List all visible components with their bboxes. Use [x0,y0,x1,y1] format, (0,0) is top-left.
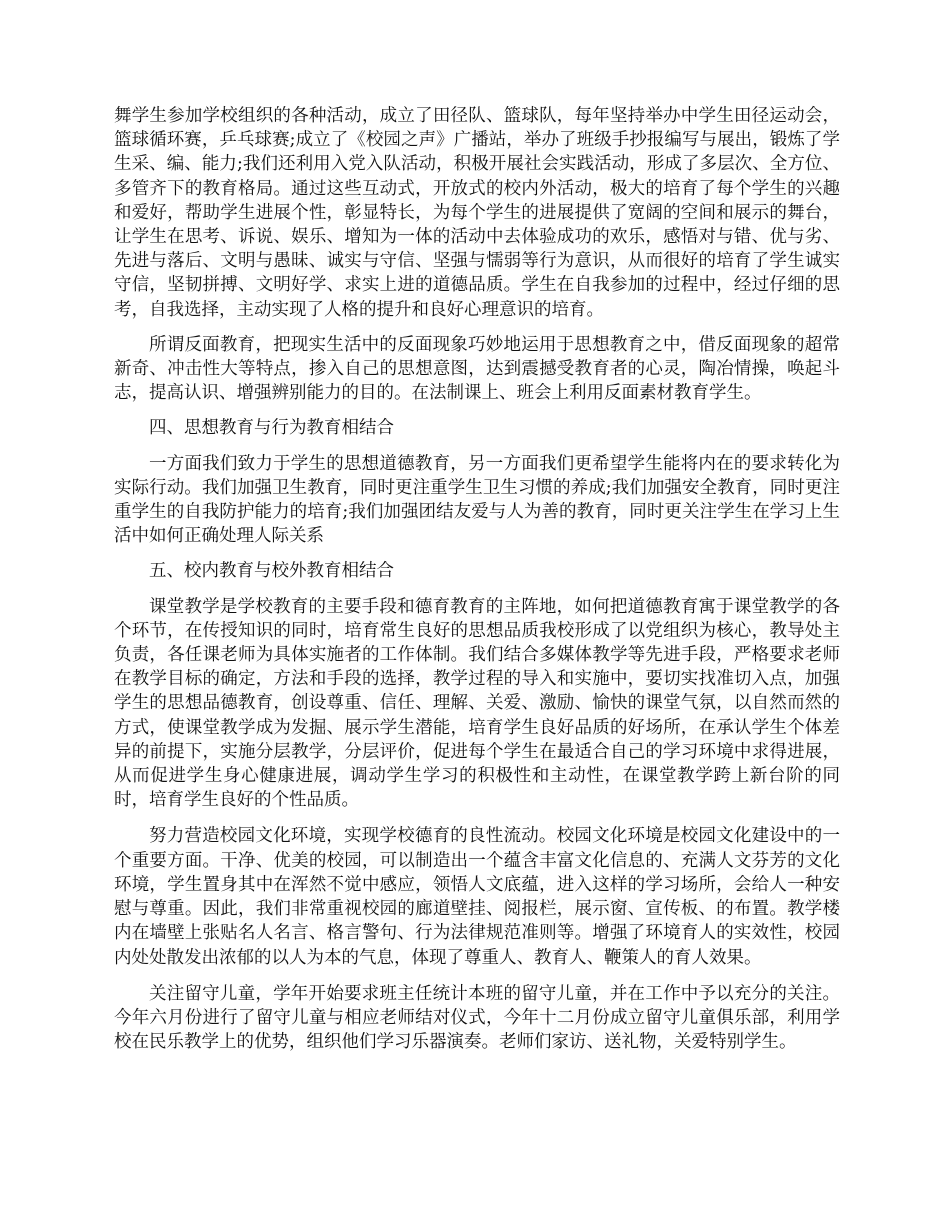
paragraph-spacer [114,812,840,824]
paragraph-left-behind-children: 关注留守儿童，学年开始要求班主任统计本班的留守儿童，并在工作中予以充分的关注。今年六月份进行了留守儿童与相应老师结对仪式，今年十二月份成立留守儿童俱乐部，利用学校在民乐教学上的优势，组织他们学习乐器演奏。老师们家访、送礼物，关爱特别学生。 [114,983,840,1053]
paragraph-spacer [114,441,840,452]
paragraph-classroom-teaching: 课堂教学是学校教育的主要手段和德育教育的主阵地，如何把道德教育寓于课堂教学的各个环节，在传授知识的同时，培育常生良好的思想品质我校形成了以党组织为核心，教导处主负责，各任课老师为具体实施者的工作体制。我们结合多媒体教学等先进手段，严格要求老师在教学目标的确定，方法和手段的选择，教学过程的导入和实施中，要切实找准切入点，加强学生的思想品德教育，创设尊重、信任、理解、关爱、激励、愉快的课堂气氛，以自然而然的方式，使课堂教学成为发掘、展示学生潜能，培育学生良好品质的好场所，在承认学生个体差异的前提下，实施分层教学，分层评价，促进每个学生在最适合自己的学习环境中求得进展，从而促进学生身心健康进展，调动学生学习的积极性和主动性，在课堂教学跨上新台阶的同时，培育学生良好的个性品质。 [114,596,840,811]
paragraph-spacer [114,322,840,333]
paragraph-behavior-education: 一方面我们致力于学生的思想道德教育，另一方面我们更希望学生能将内在的要求转化为实际行动。我们加强卫生教育，同时更注重学生卫生习惯的养成;我们加强安全教育，同时更注重学生的自我防护能力的培育;我们加强团结友爱与人为善的教育，同时更关注学生在学习上生活中如何正确处理人际关系 [114,453,840,547]
document-page [114,104,840,1054]
paragraph-negative-education: 所谓反面教育，把现实生活中的反面现象巧妙地运用于思想教育之中，借反面现象的超常新奇、冲击性大等特点，掺入自己的思想意图，达到震撼受教育者的心灵，陶冶情操，唤起斗志，提高认识、增强辨别能力的目的。在法制课上、班会上利用反面素材教育学生。 [114,334,840,404]
paragraph-spacer [114,405,840,416]
paragraph-activities: 舞学生参加学校组织的各种活动，成立了田径队、篮球队，每年坚持举办中学生田径运动会，篮球循环赛，乒乓球赛;成立了《校园之声》广播站，举办了班级手抄报编写与展出，锻炼了学生采、编、能力;我们还利用入党入队活动，积极开展社会实践活动，形成了多层次、全方位、多管齐下的教育格局。通过这些互动式，开放式的校内外活动，极大的培育了每个学生的兴趣和爱好，帮助学生进展个性，彰显特长，为每个学生的进展提供了宽阔的空间和展示的舞台，让学生在思考、诉说、娱乐、增知为一体的活动中去体验成功的欢乐，感悟对与错、优与劣、先进与落后、文明与愚昧、诚实与守信、坚强与懦弱等行为意识，从而很好的培育了学生诚实守信，坚韧拼搏、文明好学、求实上进的道德品质。学生在自我参加的过程中，经过仔细的思考，自我选择，主动实现了人格的提升和良好心理意识的培育。 [114,106,840,320]
section-heading-five: 五、校内教育与校外教育相结合 [149,561,394,582]
paragraph-spacer [114,970,840,982]
section-heading-four: 四、思想教育与行为教育相结合 [149,418,394,439]
paragraph-spacer [114,548,840,559]
paragraph-campus-culture: 努力营造校园文化环境，实现学校德育的良性流动。校园文化环境是校园文化建设中的一个重要方面。干净、优美的校园，可以制造出一个蕴含丰富文化信息的、充满人文芬芳的文化环境，学生置身其中在浑然不觉中感应，领悟人文底蕴，进入这样的学习场所，会给人一种安慰与尊重。因此，我们非常重视校园的廊道壁挂、阅报栏，展示窗、宣传板、的布置。教学楼内在墙壁上张贴名人名言、格言警句、行为法律规范准则等。增强了环境育人的实效性，校园内处处散发出浓郁的以人为本的气息，体现了尊重人、教育人、鞭策人的育人效果。 [114,826,840,968]
paragraph-spacer [114,584,840,595]
